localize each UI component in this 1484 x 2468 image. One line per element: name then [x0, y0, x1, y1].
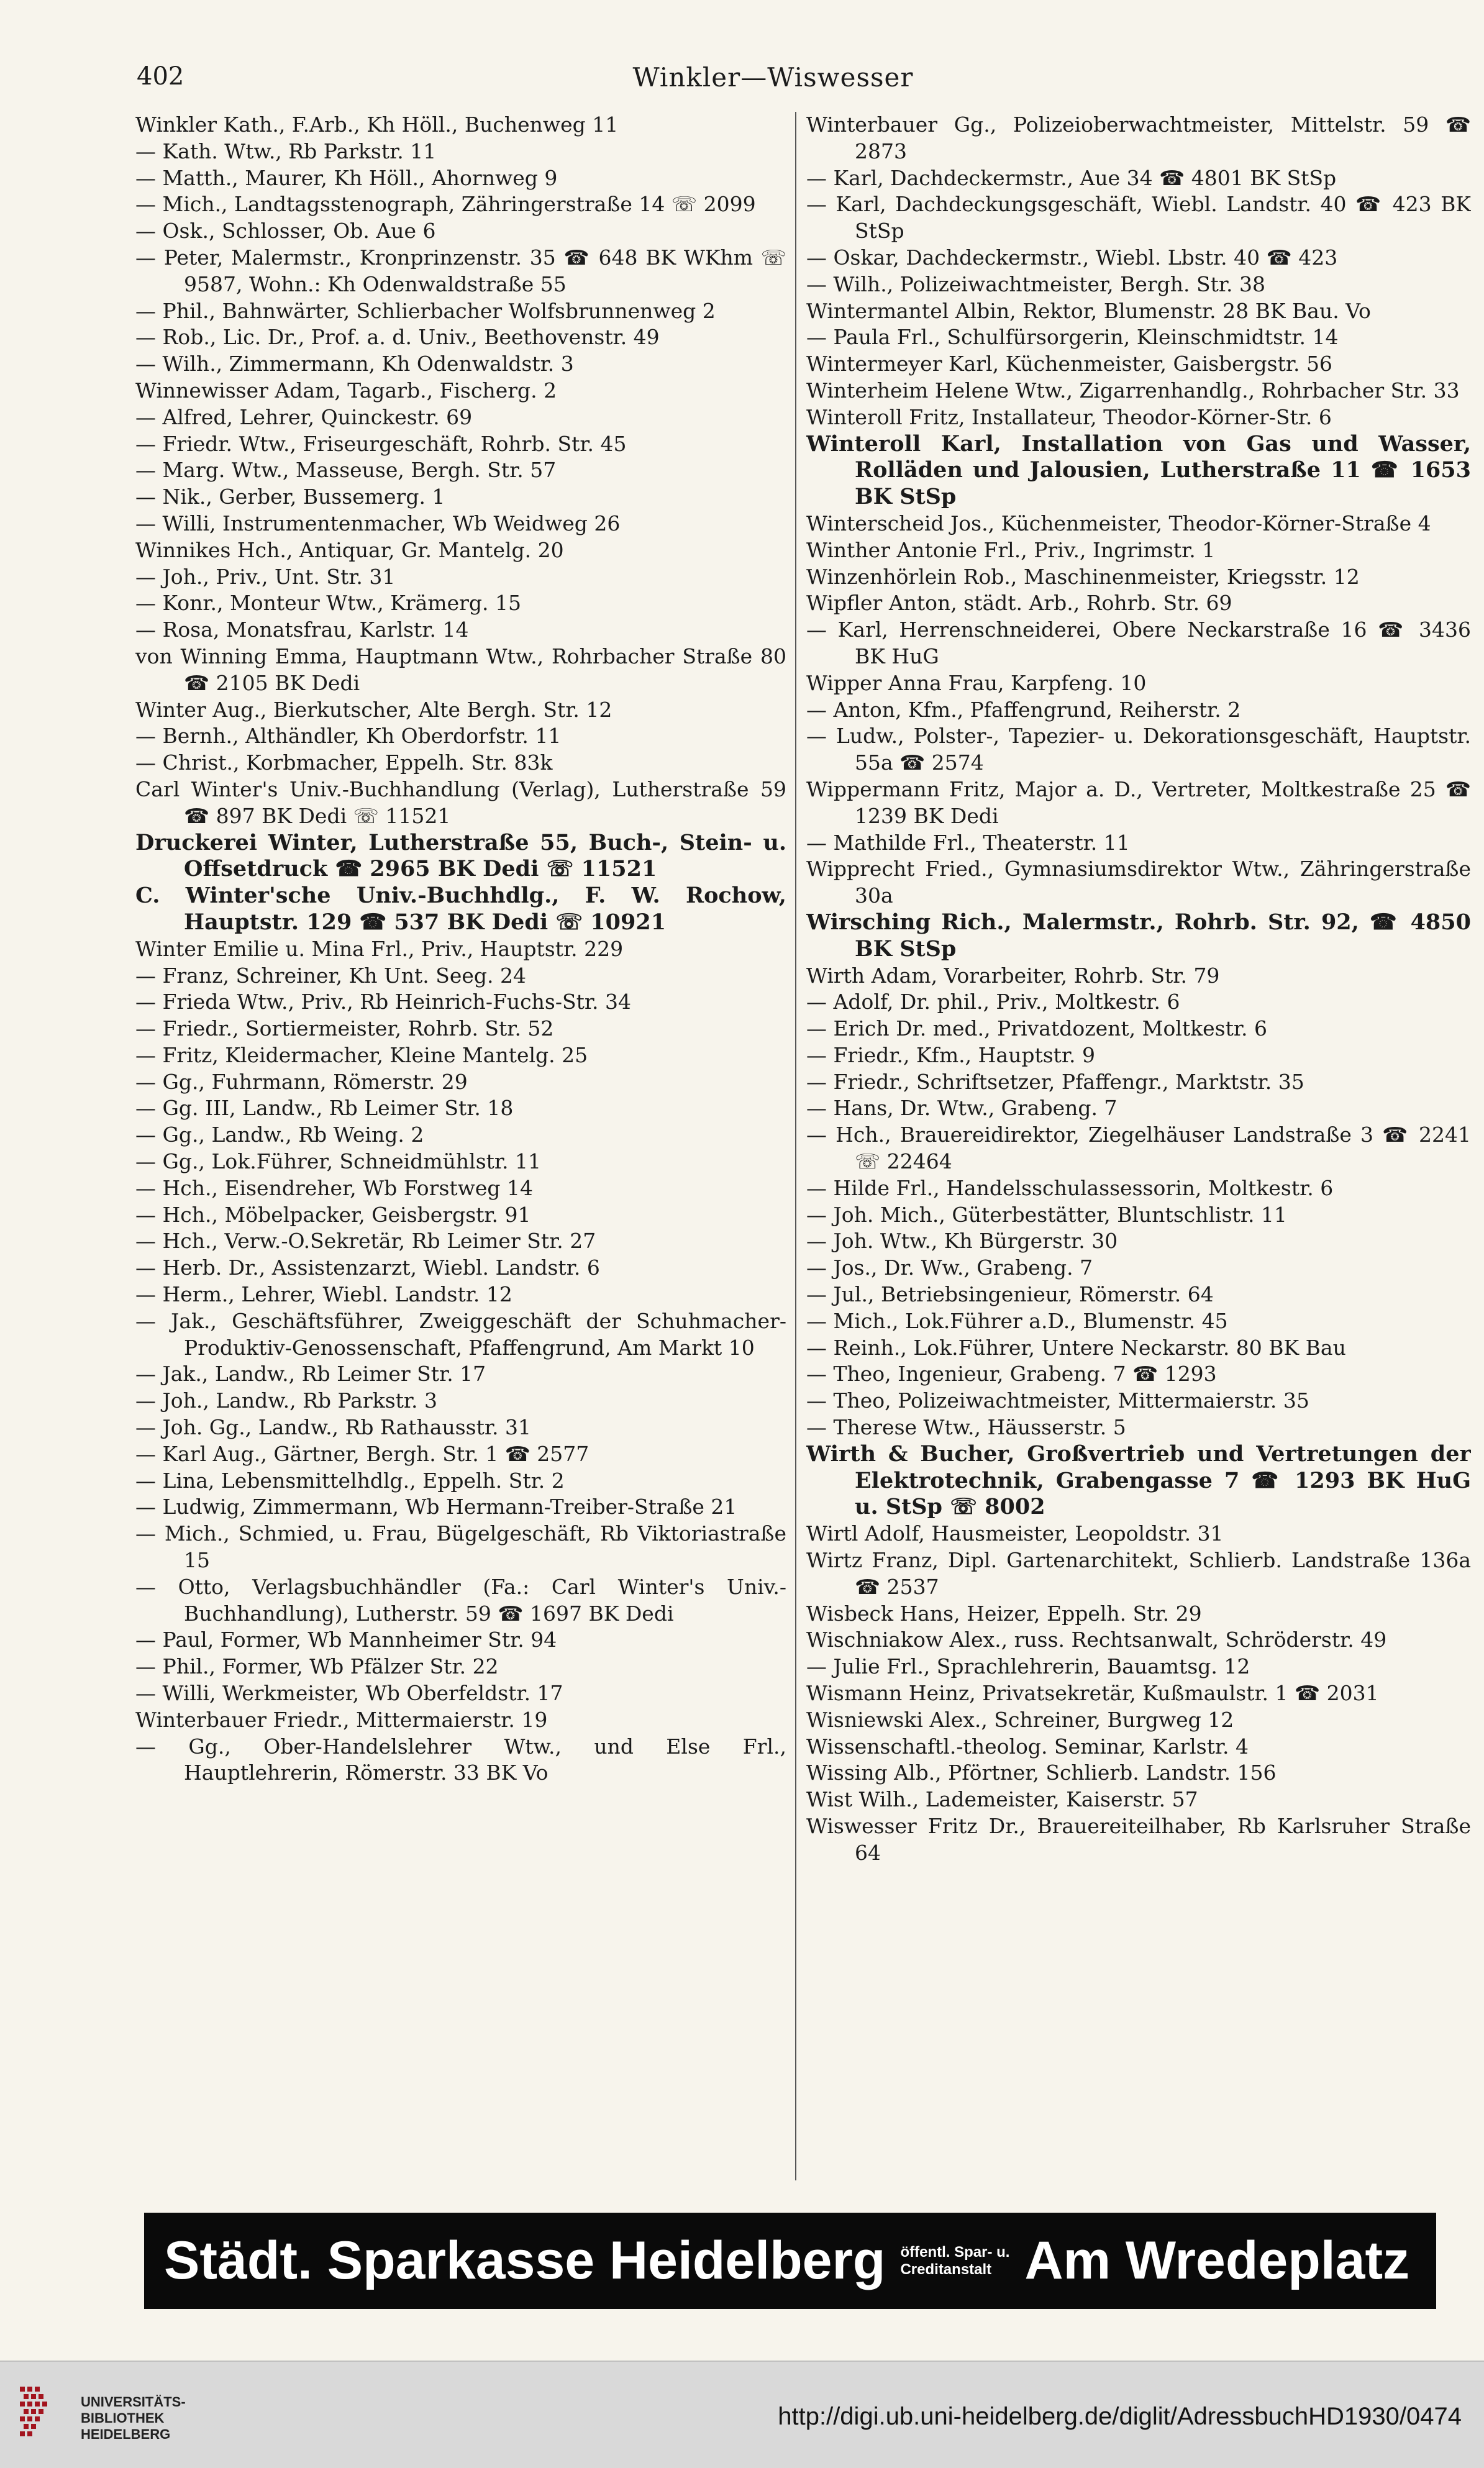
directory-entry: — Hch., Eisendreher, Wb Forstweg 14	[135, 1175, 534, 1200]
directory-entry: — Hans, Dr. Wtw., Grabeng. 7	[806, 1096, 1118, 1121]
directory-entry: — Joh. Gg., Landw., Rb Rathausstr. 31	[135, 1415, 531, 1440]
library-line-1: UNIVERSITÄTS-	[81, 2394, 186, 2410]
directory-entry: Wirtz Franz, Dipl. Gartenarchitekt, Schlierb. Landstraße 136a ☎ 2537	[806, 1548, 1471, 1599]
directory-entry: — Ludwig, Zimmermann, Wb Hermann-Treiber-Straße 21	[135, 1495, 737, 1519]
directory-entry: von Winning Emma, Hauptmann Wtw., Rohrbacher Straße 80 ☎ 2105 BK Dedi	[135, 644, 786, 695]
directory-entry: — Kath. Wtw., Rb Parkstr. 11	[135, 139, 437, 163]
directory-entry: — Rosa, Monatsfrau, Karlstr. 14	[135, 617, 469, 642]
directory-entry: — Jos., Dr. Ww., Grabeng. 7	[806, 1255, 1093, 1280]
directory-entry: Winther Antonie Frl., Priv., Ingrimstr. 1	[806, 537, 1216, 562]
directory-entry: — Willi, Werkmeister, Wb Oberfeldstr. 17	[135, 1681, 563, 1706]
directory-entry: — Mich., Schmied, u. Frau, Bügelgeschäft, Rb Viktoriastraße 15	[135, 1521, 786, 1573]
directory-entry: — Christ., Korbmacher, Eppelh. Str. 83k	[135, 750, 553, 775]
directory-entry: Winter Aug., Bierkutscher, Alte Bergh. Str. 12	[135, 697, 612, 722]
directory-entry: Wissing Alb., Pförtner, Schlierb. Landstr. 156	[806, 1760, 1277, 1785]
banner-name: Städt. Sparkasse Heidelberg	[164, 2231, 886, 2290]
directory-entry: — Willi, Instrumentenmacher, Wb Weidweg 26	[135, 511, 621, 535]
directory-entry: — Paula Frl., Schulfürsorgerin, Kleinschmidtstr. 14	[806, 325, 1339, 350]
directory-entry: — Lina, Lebensmittelhdlg., Eppelh. Str. 2	[135, 1468, 565, 1493]
directory-entry: Wipper Anna Frau, Karpfeng. 10	[806, 670, 1147, 695]
directory-entry: Wirth & Bucher, Großvertrieb und Vertretungen der Elektrotechnik, Grabengasse 7 ☎ 1293 BK HuG u. StSp ☏ 8002	[806, 1441, 1471, 1520]
library-logo-icon	[20, 2387, 70, 2443]
directory-entry: — Karl, Dachdeckungsgeschäft, Wiebl. Landstr. 40 ☎ 423 BK StSp	[806, 192, 1471, 244]
directory-entry: Winteroll Fritz, Installateur, Theodor-Körner-Str. 6	[806, 404, 1332, 429]
directory-entry: Winzenhörlein Rob., Maschinenmeister, Kriegsstr. 12	[806, 564, 1360, 589]
directory-entry: — Rob., Lic. Dr., Prof. a. d. Univ., Beethovenstr. 49	[135, 325, 660, 350]
viewer-footer	[0, 2361, 1484, 2468]
directory-entry: Wiswesser Fritz Dr., Brauereiteilhaber, Rb Karlsruher Straße 64	[806, 1814, 1471, 1865]
directory-entry: — Paul, Former, Wb Mannheimer Str. 94	[135, 1628, 557, 1652]
directory-entry: — Friedr., Schriftsetzer, Pfaffengr., Marktstr. 35	[806, 1069, 1304, 1094]
directory-entry: — Joh. Wtw., Kh Bürgerstr. 30	[806, 1229, 1118, 1254]
directory-entry: Wirth Adam, Vorarbeiter, Rohrb. Str. 79	[806, 963, 1220, 988]
directory-entry: Winterbauer Friedr., Mittermaierstr. 19	[135, 1707, 548, 1732]
directory-entry: Winterscheid Jos., Küchenmeister, Theodor-Körner-Straße 4	[806, 511, 1431, 535]
directory-entry: — Therese Wtw., Häusserstr. 5	[806, 1415, 1126, 1440]
directory-entry: — Marg. Wtw., Masseuse, Bergh. Str. 57	[135, 458, 557, 483]
directory-entry: Wintermantel Albin, Rektor, Blumenstr. 28 BK Bau. Vo	[806, 298, 1371, 323]
left-column	[135, 112, 786, 2180]
page-number: 402	[137, 62, 184, 91]
directory-entry: Winterheim Helene Wtw., Zigarrenhandlg., Rohrbacher Str. 33	[806, 378, 1460, 403]
directory-entry: Wirtl Adolf, Hausmeister, Leopoldstr. 31	[806, 1521, 1224, 1546]
directory-entry: — Otto, Verlagsbuchhändler (Fa.: Carl Winter's Univ.-Buchhandlung), Lutherstr. 59 ☎ 1697 BK Dedi	[135, 1574, 786, 1626]
directory-entry: — Jak., Landw., Rb Leimer Str. 17	[135, 1362, 486, 1387]
directory-entry: — Alfred, Lehrer, Quinckestr. 69	[135, 404, 473, 429]
running-head: Winkler—Wiswesser	[632, 62, 914, 93]
directory-entry: — Ludw., Polster-, Tapezier- u. Dekorationsgeschäft, Hauptstr. 55a ☎ 2574	[806, 724, 1471, 775]
column-divider	[795, 112, 796, 2180]
directory-entry: — Mich., Landtagsstenograph, Zähringerstraße 14 ☏ 2099	[135, 192, 756, 217]
directory-entry: — Mathilde Frl., Theaterstr. 11	[806, 830, 1130, 855]
directory-entry: — Friedr. Wtw., Friseurgeschäft, Rohrb. Str. 45	[135, 431, 627, 456]
banner-address: Am Wredeplatz	[1024, 2231, 1410, 2290]
directory-entry: — Theo, Polizeiwachtmeister, Mittermaierstr. 35	[806, 1388, 1309, 1413]
directory-entry: — Wilh., Zimmermann, Kh Odenwaldstr. 3	[135, 352, 574, 376]
directory-entry: — Joh., Priv., Unt. Str. 31	[135, 564, 396, 589]
directory-entry: — Erich Dr. med., Privatdozent, Moltkestr. 6	[806, 1016, 1267, 1041]
directory-entry: Winnikes Hch., Antiquar, Gr. Mantelg. 20	[135, 537, 564, 562]
banner-sub-line2: Creditanstalt	[900, 2261, 992, 2278]
directory-entry: Wisniewski Alex., Schreiner, Burgweg 12	[806, 1707, 1234, 1732]
directory-entry: — Gg., Lok.Führer, Schneidmühlstr. 11	[135, 1149, 542, 1174]
directory-entry: — Hilde Frl., Handelsschulassessorin, Moltkestr. 6	[806, 1175, 1334, 1200]
directory-entry: — Adolf, Dr. phil., Priv., Moltkestr. 6	[806, 990, 1180, 1014]
directory-entry: — Nik., Gerber, Bussemerg. 1	[135, 485, 445, 509]
directory-entry: — Gg., Ober-Handelslehrer Wtw., und Else Frl., Hauptlehrerin, Römerstr. 33 BK Vo	[135, 1734, 786, 1785]
directory-entry: — Friedr., Sortiermeister, Rohrb. Str. 52	[135, 1016, 554, 1041]
directory-entry: — Bernh., Althändler, Kh Oberdorfstr. 11	[135, 724, 562, 749]
directory-entry: — Fritz, Kleidermacher, Kleine Mantelg. 25	[135, 1042, 588, 1067]
directory-entry: — Karl, Herrenschneiderei, Obere Neckarstraße 16 ☎ 3436 BK HuG	[806, 617, 1471, 668]
directory-entry: — Hch., Möbelpacker, Geisbergstr. 91	[135, 1202, 531, 1227]
directory-entry: — Herb. Dr., Assistenzarzt, Wiebl. Landstr. 6	[135, 1255, 600, 1280]
directory-entry: — Osk., Schlosser, Ob. Aue 6	[135, 219, 436, 244]
library-line-2: BIBLIOTHEK	[81, 2410, 165, 2426]
directory-entry: Winkler Kath., F.Arb., Kh Höll., Buchenweg 11	[135, 112, 619, 137]
directory-entry: — Phil., Bahnwärter, Schlierbacher Wolfsbrunnenweg 2	[135, 298, 716, 323]
directory-entry: — Joh., Landw., Rb Parkstr. 3	[135, 1388, 438, 1413]
directory-entry: — Theo, Ingenieur, Grabeng. 7 ☎ 1293	[806, 1362, 1217, 1387]
directory-entry: Carl Winter's Univ.-Buchhandlung (Verlag), Lutherstraße 59 ☎ 897 BK Dedi ☏ 11521	[135, 776, 786, 828]
directory-entry: Wippermann Fritz, Major a. D., Vertreter, Moltkestraße 25 ☎ 1239 BK Dedi	[806, 776, 1471, 828]
directory-entry: — Karl, Dachdeckermstr., Aue 34 ☎ 4801 BK StSp	[806, 165, 1337, 190]
directory-entry: — Konr., Monteur Wtw., Krämerg. 15	[135, 591, 521, 616]
directory-entry: — Karl Aug., Gärtner, Bergh. Str. 1 ☎ 2577	[135, 1441, 590, 1466]
page-header	[137, 62, 1409, 99]
directory-entry: Winterbauer Gg., Polizeioberwachtmeister, Mittelstr. 59 ☎ 2873	[806, 112, 1471, 163]
advertisement-banner	[144, 2213, 1436, 2309]
directory-entry: — Frieda Wtw., Priv., Rb Heinrich-Fuchs-Str. 34	[135, 990, 631, 1014]
directory-entry: — Peter, Malermstr., Kronprinzenstr. 35 ☎ 648 BK WKhm ☏ 9587, Wohn.: Kh Odenwaldstraße 55	[135, 245, 786, 296]
directory-entry: — Oskar, Dachdeckermstr., Wiebl. Lbstr. 40 ☎ 423	[806, 245, 1338, 270]
permalink-url[interactable]: http://digi.ub.uni-heidelberg.de/diglit/AdressbuchHD1930/0474	[778, 2403, 1462, 2430]
directory-entry: — Wilh., Polizeiwachtmeister, Bergh. Str. 38	[806, 271, 1266, 296]
directory-entry: Wissenschaftl.-theolog. Seminar, Karlstr. 4	[806, 1734, 1249, 1759]
library-name	[81, 2394, 186, 2443]
directory-entry: Druckerei Winter, Lutherstraße 55, Buch-, Stein- u. Offsetdruck ☎ 2965 BK Dedi ☏ 11521	[135, 829, 786, 882]
directory-entry: Wipprecht Fried., Gymnasiumsdirektor Wtw., Zähringerstraße 30a	[806, 857, 1471, 908]
directory-entry: — Anton, Kfm., Pfaffengrund, Reiherstr. 2	[806, 697, 1241, 722]
directory-entry: — Friedr., Kfm., Hauptstr. 9	[806, 1042, 1096, 1067]
directory-entry: — Gg. III, Landw., Rb Leimer Str. 18	[135, 1096, 514, 1121]
directory-entry: — Phil., Former, Wb Pfälzer Str. 22	[135, 1654, 499, 1679]
directory-entry: — Julie Frl., Sprachlehrerin, Bauamtsg. 12	[806, 1654, 1250, 1679]
directory-entry: Wirsching Rich., Malermstr., Rohrb. Str. 92, ☎ 4850 BK StSp	[806, 909, 1471, 962]
directory-entry: Winter Emilie u. Mina Frl., Priv., Hauptstr. 229	[135, 936, 624, 961]
directory-entry: — Hch., Brauereidirektor, Ziegelhäuser Landstraße 3 ☎ 2241 ☏ 22464	[806, 1122, 1471, 1174]
directory-entry: — Matth., Maurer, Kh Höll., Ahornweg 9	[135, 165, 558, 190]
directory-entry: Wipfler Anton, städt. Arb., Rohrb. Str. 69	[806, 591, 1232, 616]
directory-entry: — Hch., Verw.-O.Sekretär, Rb Leimer Str. 27	[135, 1229, 596, 1254]
directory-entry: — Gg., Fuhrmann, Römerstr. 29	[135, 1069, 468, 1094]
directory-entry: Wintermeyer Karl, Küchenmeister, Gaisbergstr. 56	[806, 352, 1332, 376]
directory-entry: — Gg., Landw., Rb Weing. 2	[135, 1122, 424, 1147]
directory-entry: Wisbeck Hans, Heizer, Eppelh. Str. 29	[806, 1601, 1202, 1626]
directory-columns	[135, 112, 1471, 2180]
directory-entry: Winnewisser Adam, Tagarb., Fischerg. 2	[135, 378, 557, 403]
directory-entry: Wismann Heinz, Privatsekretär, Kußmaulstr. 1 ☎ 2031	[806, 1681, 1379, 1706]
directory-entry: — Joh. Mich., Güterbestätter, Bluntschlistr. 11	[806, 1202, 1287, 1227]
directory-entry: — Jak., Geschäftsführer, Zweiggeschäft der Schuhmacher-Produktiv-Genossenschaft, Pfaffengrund, Am Markt 10	[135, 1308, 786, 1360]
directory-entry: — Herm., Lehrer, Wiebl. Landstr. 12	[135, 1282, 512, 1307]
directory-entry: Wist Wilh., Lademeister, Kaiserstr. 57	[806, 1787, 1198, 1812]
banner-sub-line1: öffentl. Spar- u.	[900, 2243, 1010, 2261]
directory-entry: — Reinh., Lok.Führer, Untere Neckarstr. 80 BK Bau	[806, 1335, 1346, 1360]
directory-entry: Winteroll Karl, Installation von Gas und Wasser, Rolläden und Jalousien, Lutherstraße 11 ☎ 1653 BK StSp	[806, 430, 1471, 510]
right-column	[806, 112, 1471, 2180]
directory-entry: — Mich., Lok.Führer a.D., Blumenstr. 45	[806, 1308, 1228, 1333]
banner-subtitle	[900, 2244, 1009, 2279]
directory-entry: — Jul., Betriebsingenieur, Römerstr. 64	[806, 1282, 1214, 1307]
directory-entry: C. Winter'sche Univ.-Buchhdlg., F. W. Rochow, Hauptstr. 129 ☎ 537 BK Dedi ☏ 10921	[135, 883, 786, 935]
directory-entry: — Franz, Schreiner, Kh Unt. Seeg. 24	[135, 963, 527, 988]
library-line-3: HEIDELBERG	[81, 2426, 171, 2442]
directory-entry: Wischniakow Alex., russ. Rechtsanwalt, Schröderstr. 49	[806, 1628, 1387, 1652]
